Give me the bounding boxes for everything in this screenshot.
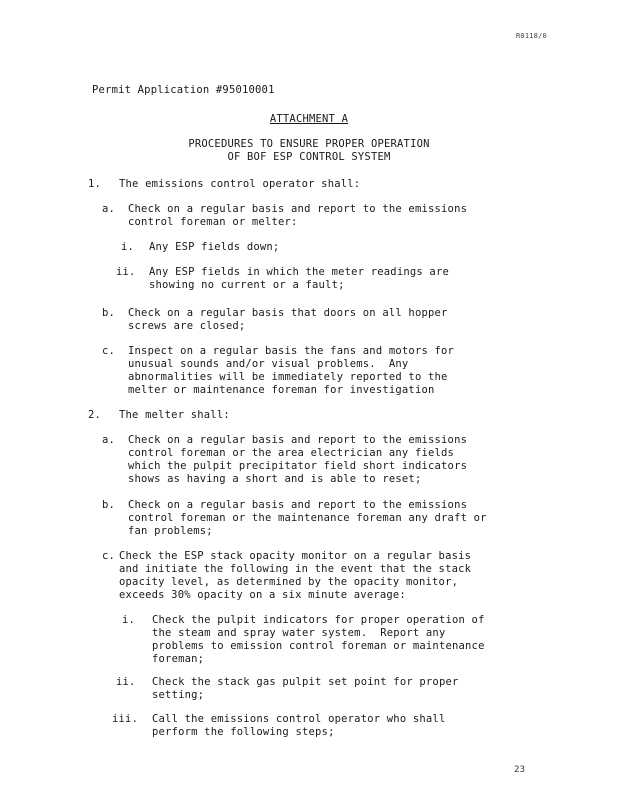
section-2a-line-4: shows as having a short and is able to reset; xyxy=(128,473,422,485)
section-1-heading: The emissions control operator shall: xyxy=(119,178,361,190)
section-2a-line-2: control foreman or the area electrician any fields xyxy=(128,447,455,459)
section-2c-label: c. xyxy=(102,550,116,562)
section-1b-line-2: screws are closed; xyxy=(128,320,246,332)
document-code: R0118/0 xyxy=(516,32,547,40)
section-1c-line-3: abnormalities will be immediately reported to the xyxy=(128,371,448,383)
section-1a-label: a. xyxy=(102,203,116,215)
procedures-title-line-2: OF BOF ESP CONTROL SYSTEM xyxy=(227,151,391,163)
section-2-number: 2. xyxy=(88,409,102,421)
permit-application-line: Permit Application #95010001 xyxy=(92,84,275,96)
section-2c-ii-line-2: setting; xyxy=(152,689,205,701)
section-2b-line-2: control foreman or the maintenance foreman any draft or xyxy=(128,512,487,524)
section-1a-line-1: Check on a regular basis and report to the emissions xyxy=(128,203,468,215)
section-2b-line-1: Check on a regular basis and report to the emissions xyxy=(128,499,468,511)
section-2-heading: The melter shall: xyxy=(119,409,230,421)
section-2b-line-3: fan problems; xyxy=(128,525,213,537)
section-1a-i-label: i. xyxy=(121,241,135,253)
section-2c-i-label: i. xyxy=(122,614,136,626)
section-2c-iii-line-1: Call the emissions control operator who shall xyxy=(152,713,446,725)
section-1a-line-2: control foreman or melter: xyxy=(128,216,298,228)
section-2c-i-line-4: foreman; xyxy=(152,653,205,665)
section-2c-i-line-3: problems to emission control foreman or maintenance xyxy=(152,640,485,652)
section-1c-line-4: melter or maintenance foreman for investigation xyxy=(128,384,435,396)
section-2c-line-2: and initiate the following in the event that the stack xyxy=(119,563,472,575)
section-2c-ii-line-1: Check the stack gas pulpit set point for proper xyxy=(152,676,459,688)
section-1c-label: c. xyxy=(102,345,116,357)
section-1b-line-1: Check on a regular basis that doors on all hopper xyxy=(128,307,448,319)
page-number: 23 xyxy=(514,765,526,775)
section-2c-line-4: exceeds 30% opacity on a six minute average: xyxy=(119,589,406,601)
section-1-number: 1. xyxy=(88,178,102,190)
procedures-title-line-1: PROCEDURES TO ENSURE PROPER OPERATION xyxy=(188,138,430,150)
section-1a-ii-line-1: Any ESP fields in which the meter readings are xyxy=(149,266,449,278)
section-2c-iii-line-2: perform the following steps; xyxy=(152,726,335,738)
attachment-title: ATTACHMENT A xyxy=(269,113,349,125)
section-2c-line-3: opacity level, as determined by the opacity monitor, xyxy=(119,576,459,588)
section-2c-ii-label: ii. xyxy=(116,676,136,688)
section-2a-line-3: which the pulpit precipitator field short indicators xyxy=(128,460,468,472)
section-1a-ii-label: ii. xyxy=(116,266,136,278)
section-2b-label: b. xyxy=(102,499,116,511)
section-2c-i-line-1: Check the pulpit indicators for proper operation of xyxy=(152,614,485,626)
section-2c-line-1: Check the ESP stack opacity monitor on a regular basis xyxy=(119,550,472,562)
section-2c-iii-label: iii. xyxy=(112,713,139,725)
section-1b-label: b. xyxy=(102,307,116,319)
section-1a-i-line-1: Any ESP fields down; xyxy=(149,241,280,253)
section-2a-line-1: Check on a regular basis and report to the emissions xyxy=(128,434,468,446)
section-2a-label: a. xyxy=(102,434,116,446)
section-2c-i-line-2: the steam and spray water system. Report any xyxy=(152,627,446,639)
section-1c-line-1: Inspect on a regular basis the fans and motors for xyxy=(128,345,455,357)
section-1a-ii-line-2: showing no current or a fault; xyxy=(149,279,345,291)
section-1c-line-2: unusual sounds and/or visual problems. Any xyxy=(128,358,409,370)
